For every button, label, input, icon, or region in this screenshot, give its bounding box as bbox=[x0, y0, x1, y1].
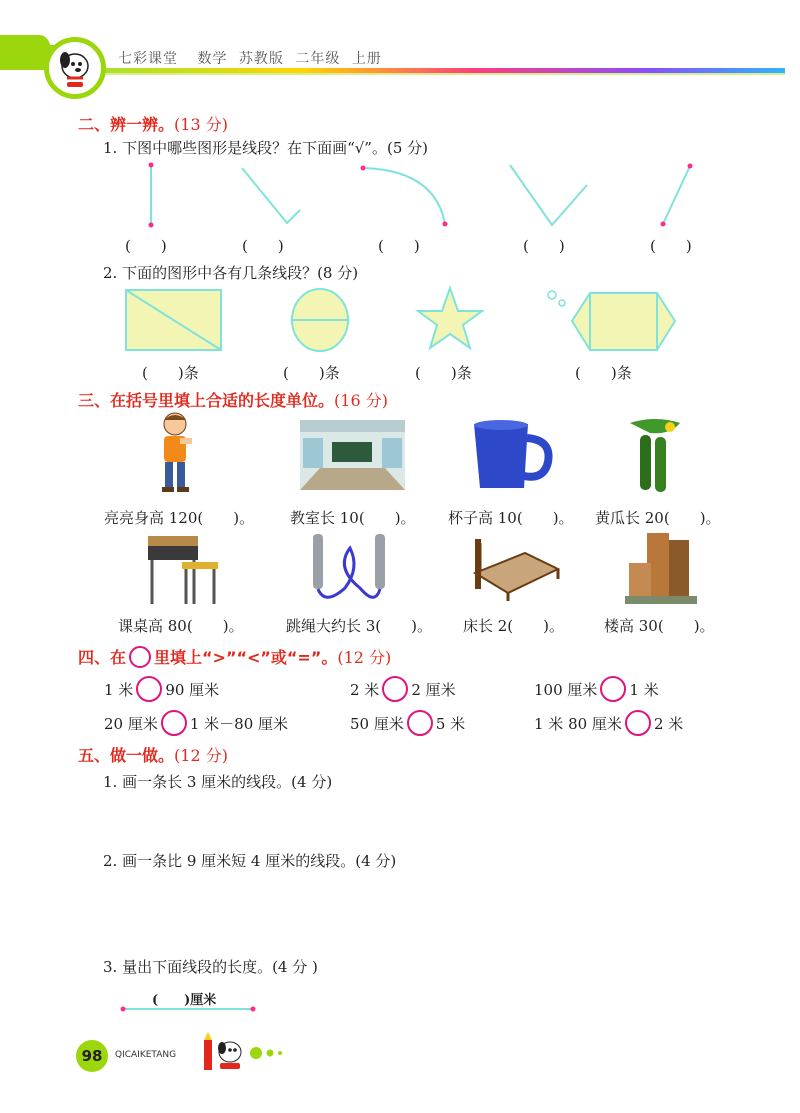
compare-circle[interactable] bbox=[625, 710, 651, 736]
section2-q2-figures bbox=[120, 285, 690, 355]
section5-q1: 1. 画一条长 3 厘米的线段。(4 分) bbox=[103, 773, 333, 791]
compare-circle[interactable] bbox=[600, 676, 626, 702]
jump-rope-picture bbox=[305, 528, 395, 608]
mascot-logo bbox=[44, 37, 106, 99]
compare-item-5 bbox=[350, 710, 465, 736]
compare-left: 50 厘米 bbox=[350, 714, 404, 733]
compare-left: 20 厘米 bbox=[104, 714, 158, 733]
compare-circle[interactable] bbox=[161, 710, 187, 736]
compare-item-6 bbox=[534, 710, 683, 736]
page-number: 98 bbox=[76, 1040, 108, 1072]
compare-circle[interactable] bbox=[407, 710, 433, 736]
section3-points: (16 分) bbox=[334, 391, 388, 410]
compare-right: 1 米－80 厘米 bbox=[189, 714, 289, 733]
row1-label-2[interactable]: 教室长 10( )。 bbox=[290, 509, 416, 527]
subject-name: 数学 bbox=[197, 51, 228, 67]
section4-points: (12 分) bbox=[337, 648, 392, 667]
grade-name: 二年级 bbox=[295, 51, 341, 67]
compare-right: 2 米 bbox=[653, 714, 684, 733]
row2-label-4[interactable]: 楼高 30( )。 bbox=[604, 617, 715, 635]
measure-answer-label[interactable]: ( )厘米 bbox=[152, 993, 217, 1008]
footer-mascot-icon bbox=[200, 1030, 300, 1080]
row2-label-3[interactable]: 床长 2( )。 bbox=[463, 617, 565, 635]
cucumber-picture bbox=[620, 415, 695, 495]
header-title bbox=[118, 48, 382, 68]
figure-v-shape bbox=[510, 165, 587, 225]
section3-title bbox=[78, 388, 388, 411]
section2-q1-figures bbox=[120, 160, 720, 235]
compare-left: 100 厘米 bbox=[534, 680, 598, 699]
compare-item-2 bbox=[350, 676, 456, 702]
compare-right: 90 厘米 bbox=[165, 680, 220, 699]
section2-title-text: 二、辨一辨。 bbox=[78, 115, 175, 134]
figure-bent-line bbox=[242, 168, 300, 223]
compare-item-1 bbox=[104, 676, 219, 702]
compare-circle[interactable] bbox=[136, 676, 162, 702]
edition-name: 苏教版 bbox=[238, 51, 284, 67]
figure-vertical-segment bbox=[149, 163, 154, 228]
desk-picture bbox=[140, 528, 225, 608]
compare-item-3 bbox=[534, 676, 659, 702]
section5-q2: 2. 画一条比 9 厘米短 4 厘米的线段。(4 分) bbox=[103, 852, 397, 870]
section3-title-text: 三、在括号里填上合适的长度单位。 bbox=[78, 391, 335, 410]
figure-star bbox=[418, 288, 482, 348]
q1-blank-2[interactable]: ( ) bbox=[242, 237, 284, 255]
drawing-area-2[interactable] bbox=[103, 875, 703, 945]
compare-right: 2 厘米 bbox=[411, 680, 456, 699]
compare-right: 5 米 bbox=[435, 714, 466, 733]
row1-label-3[interactable]: 杯子高 10( )。 bbox=[448, 509, 574, 527]
figure-circle-chord bbox=[292, 289, 348, 351]
section2-q1-text: 1. 下图中哪些图形是线段？在下面画“√”。(5 分) bbox=[103, 139, 428, 157]
section4-title-post: 里填上“>”“<”或“=”。 bbox=[154, 648, 338, 667]
dog-mascot-icon bbox=[49, 42, 101, 94]
figure-hexagon bbox=[548, 291, 675, 350]
q1-blank-1[interactable]: ( ) bbox=[125, 237, 167, 255]
building-picture bbox=[625, 528, 697, 608]
compare-left: 1 米 80 厘米 bbox=[534, 714, 622, 733]
boy-picture bbox=[150, 410, 205, 495]
section5-title bbox=[78, 743, 228, 766]
q2-blank-3[interactable]: ( )条 bbox=[415, 364, 472, 382]
row1-label-4[interactable]: 黄瓜长 20( )。 bbox=[595, 509, 721, 527]
section5-title-text: 五、做一做。 bbox=[78, 746, 175, 765]
classroom-picture bbox=[300, 420, 405, 490]
footer-brand: QICAIKETANG bbox=[115, 1050, 177, 1060]
row2-label-1[interactable]: 课桌高 80( )。 bbox=[118, 617, 244, 635]
q1-blank-5[interactable]: ( ) bbox=[650, 237, 692, 255]
compare-circle-icon bbox=[129, 646, 151, 668]
figure-slanted-segment bbox=[661, 164, 693, 227]
figure-arc bbox=[361, 166, 448, 227]
row1-label-1[interactable]: 亮亮身高 120( )。 bbox=[104, 509, 255, 527]
series-name: 七彩课堂 bbox=[118, 51, 178, 67]
figure-rectangle-diagonal bbox=[126, 290, 221, 350]
drawing-area-1[interactable] bbox=[103, 795, 703, 845]
q2-blank-2[interactable]: ( )条 bbox=[283, 364, 340, 382]
q1-blank-3[interactable]: ( ) bbox=[378, 237, 420, 255]
section2-q2-text: 2. 下面的图形中各有几条线段？(8 分) bbox=[103, 264, 359, 282]
section5-q3: 3. 量出下面线段的长度。(4 分 ) bbox=[103, 958, 318, 976]
section4-title bbox=[78, 645, 391, 668]
q2-blank-4[interactable]: ( )条 bbox=[575, 364, 632, 382]
compare-left: 1 米 bbox=[104, 680, 134, 699]
compare-right: 1 米 bbox=[629, 680, 659, 699]
page-header bbox=[0, 0, 800, 105]
measure-segment bbox=[115, 1003, 260, 1015]
compare-left: 2 米 bbox=[350, 680, 380, 699]
row2-label-2[interactable]: 跳绳大约长 3( )。 bbox=[286, 617, 433, 635]
bed-picture bbox=[470, 533, 560, 603]
compare-circle[interactable] bbox=[382, 676, 408, 702]
section2-points: (13 分) bbox=[174, 115, 228, 134]
volume-name: 上册 bbox=[351, 51, 382, 67]
section5-points: (12 分) bbox=[174, 746, 228, 765]
compare-item-4 bbox=[104, 710, 288, 736]
section4-title-pre: 四、在 bbox=[78, 648, 127, 667]
q2-blank-1[interactable]: ( )条 bbox=[142, 364, 199, 382]
q1-blank-4[interactable]: ( ) bbox=[523, 237, 565, 255]
section2-title bbox=[78, 112, 228, 135]
cup-picture bbox=[470, 418, 555, 493]
